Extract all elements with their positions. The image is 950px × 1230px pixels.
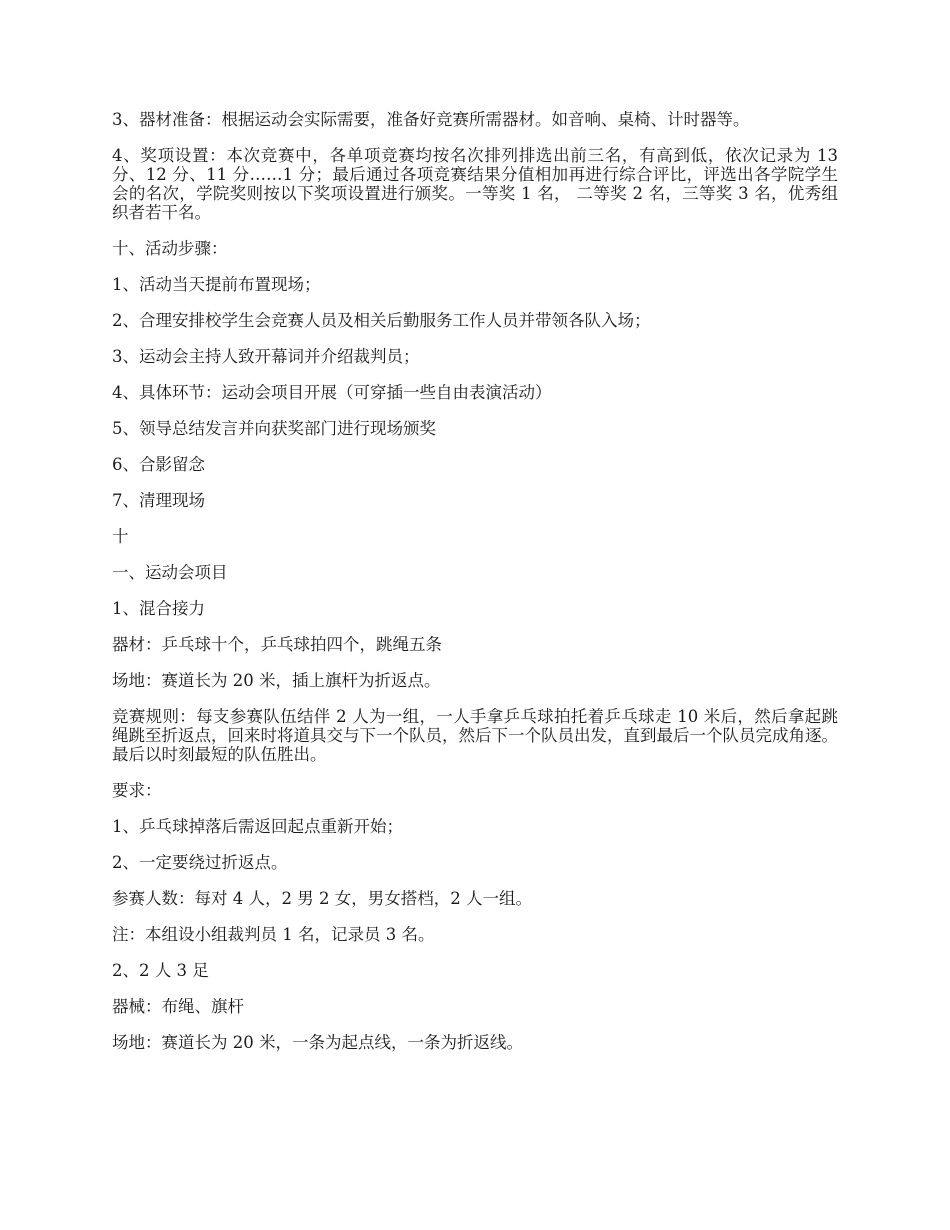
- step-item-5: 5、领导总结发言并向获奖部门进行现场颁奖: [112, 419, 436, 438]
- step-item-4: 4、具体环节：运动会项目开展（可穿插一些自由表演活动）: [112, 383, 552, 402]
- section-heading-number: 十: [112, 527, 129, 546]
- relay-venue: 场地：赛道长为 20 米，插上旗杆为折返点。: [112, 671, 441, 690]
- relay-equipment: 器材：乒乓球十个，乒乓球拍四个，跳绳五条: [112, 635, 442, 654]
- section-heading-activity-steps: 十、活动步骤：: [112, 239, 228, 258]
- three-legged-venue: 场地：赛道长为 20 米，一条为起点线，一条为折返线。: [112, 1033, 523, 1052]
- step-item-3: 3、运动会主持人致开幕词并介绍裁判员；: [112, 347, 420, 366]
- step-item-6: 6、合影留念: [112, 455, 205, 474]
- relay-requirement-1: 1、乒乓球掉落后需返回起点重新开始；: [112, 817, 403, 836]
- relay-note: 注：本组设小组裁判员 1 名，记录员 3 名。: [112, 925, 435, 944]
- step-item-7: 7、清理现场: [112, 491, 205, 510]
- event-title-mixed-relay: 1、混合接力: [112, 599, 205, 618]
- section-heading-sports-events: 一、运动会项目: [112, 563, 228, 582]
- relay-participants: 参赛人数：每对 4 人，2 男 2 女，男女搭档，2 人一组。: [112, 889, 532, 908]
- step-item-2: 2、合理安排校学生会竞赛人员及相关后勤服务工作人员并带领各队入场；: [112, 311, 651, 330]
- relay-requirements-heading: 要求：: [112, 781, 162, 800]
- relay-rules: 竞赛规则：每支参赛队伍结伴 2 人为一组，一人手拿乒乓球拍托着乒乓球走 10 米后，然后拿起跳绳跳至折返点，回来时将道具交与下一个队员，然后下一个队员出发，直到最后一个队员完成角逐。 最后以时刻最短的队伍胜出。: [112, 707, 844, 764]
- step-item-1: 1、活动当天提前布置现场；: [112, 275, 321, 294]
- three-legged-equipment: 器械：布绳、旗杆: [112, 997, 244, 1016]
- paragraph-award-settings: 4、奖项设置：本次竞赛中，各单项竞赛均按名次排列排选出前三名，有高到低，依次记录为 13 分、12 分、11 分……1 分；最后通过各项竞赛结果分值相加再进行综合评比，评选出各学院学生会的名次，学院奖则按以下奖项设置进行颁奖。一等奖 1 名， 二等奖 2 名，三等奖 3 名，优秀组织者若干名。: [112, 146, 844, 222]
- event-title-three-legged: 2、2 人 3 足: [112, 961, 209, 980]
- relay-requirement-2: 2、一定要绕过折返点。: [112, 853, 288, 872]
- paragraph-equipment-prep: 3、器材准备：根据运动会实际需要，准备好竞赛所需器材。如音响、桌椅、计时器等。: [112, 110, 750, 129]
